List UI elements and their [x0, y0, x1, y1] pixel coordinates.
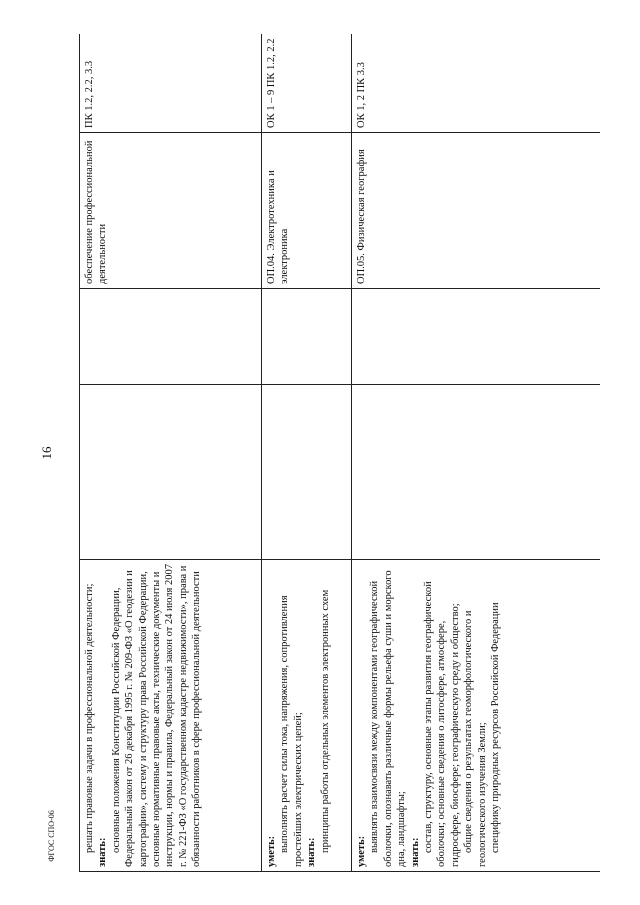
text-line: основные положения Конституции Российской Федерации, Федеральный закон от 26 декабря 1995 г. № 209-ФЗ «О геодезии и картографии», систему и структуру права Российской Федерации, основные нормативные правовые акты, технические документы и инструкции, нормы и правила, Федеральный закон от 24 июля 2007 г. № 221-ФЗ «О государственном кадастре недвижимости», права и обязанности работников в сфере профессиональной деятельности [110, 564, 203, 867]
competency-cell [262, 34, 352, 133]
hours-cell [352, 385, 601, 560]
discipline-cell [80, 133, 262, 289]
page-number: 16 [39, 446, 54, 460]
hours-cell [352, 289, 601, 385]
competency-codes: ПК 1.2, 2.2, 3.3 [84, 60, 95, 128]
hours-cell [262, 385, 352, 560]
text-line: общие сведения о результатах геоморфологического и геологического изучения Земли; [463, 610, 488, 867]
can-label: уметь: [356, 835, 367, 867]
competency-table [79, 34, 600, 872]
competency-cell [80, 34, 262, 133]
hours-cell [80, 385, 262, 560]
content-cell [352, 560, 601, 872]
competency-codes: ОК 1, 2 ПК 3.3 [356, 62, 367, 128]
rotated-table-area [79, 34, 600, 872]
text-line: состав, структуру, основные этапы развития географической оболочки; основные сведения о литосфере, атмосфере, гидросфере, биосфере; географическую среду и общество; [423, 581, 461, 867]
content-cell [262, 560, 352, 872]
footer-code: ФГОС СПО-06 [47, 810, 56, 862]
discipline-name: ОП.05. Физическая география [356, 149, 367, 284]
competency-cell [352, 34, 601, 133]
hours-cell [262, 289, 352, 385]
discipline-name: ОП.04. Электротехника и электроника [266, 170, 291, 284]
text-line: принципы работы отдельных элементов электронных схем [319, 589, 331, 853]
table-rotation-wrapper [79, 34, 600, 872]
table-row [352, 34, 601, 872]
content-cell [80, 560, 262, 872]
know-label: знать: [97, 837, 109, 867]
discipline-name: обеспечение профессиональной деятельности [84, 140, 109, 284]
discipline-cell [262, 133, 352, 289]
text-line: выявлять взаимосвязи между компонентами географической оболочки, опознавать различные формы рельефа суши и морского дна, ландшафты; [369, 570, 408, 867]
text-line: специфику природных ресурсов Российской Федерации [490, 602, 502, 853]
can-label: уметь: [266, 835, 277, 867]
competency-codes: ОК 1 – 9 ПК 1.2, 2.2 [266, 38, 277, 128]
know-label: знать: [306, 837, 318, 867]
text-line: выполнять расчет силы тока, напряжения, сопротивления простейших электрических цепей; [279, 595, 304, 867]
discipline-cell [352, 133, 601, 289]
hours-cell [80, 289, 262, 385]
know-label: знать: [409, 837, 421, 867]
table-row [262, 34, 352, 872]
text-line: решать правовые задачи в профессиональной деятельности; [84, 583, 95, 853]
table-row [80, 34, 262, 872]
